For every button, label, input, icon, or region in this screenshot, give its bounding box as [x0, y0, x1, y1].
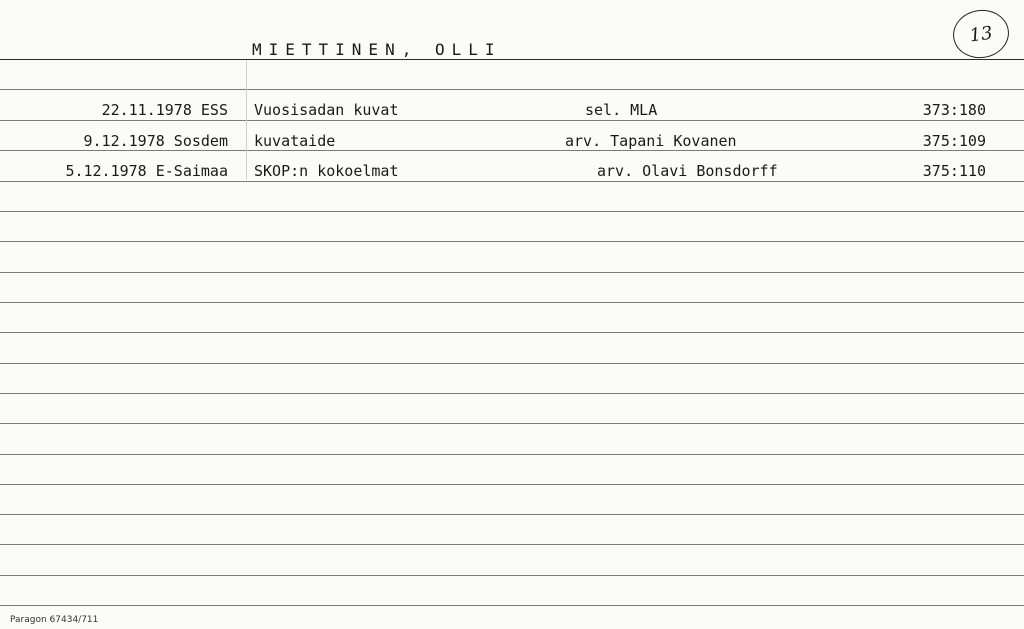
- ruled-line: [0, 454, 1024, 455]
- form-code: Paragon 67434/711: [10, 615, 99, 625]
- ruled-line: [0, 181, 1024, 182]
- entry-note: sel. MLA: [585, 101, 658, 119]
- ruled-line: [0, 302, 1024, 303]
- ruled-line: [0, 363, 1024, 364]
- entry-title: SKOP:n kokoelmat: [254, 162, 399, 180]
- ruled-line: [0, 544, 1024, 545]
- entry-title: Vuosisadan kuvat: [254, 101, 399, 119]
- entry-note: arv. Olavi Bonsdorff: [597, 162, 778, 180]
- ruled-line: [0, 211, 1024, 212]
- ruled-line: [0, 484, 1024, 485]
- ruled-line: [0, 120, 1024, 121]
- entry-reference: 373:180: [922, 101, 986, 119]
- card-number: 13: [950, 6, 1012, 61]
- ruled-line: [0, 241, 1024, 242]
- entry-reference: 375:110: [922, 162, 986, 180]
- ruled-line: [0, 89, 1024, 90]
- entry-date-source: 9.12.1978 Sosdem: [83, 132, 228, 150]
- entry-reference: 375:109: [922, 132, 986, 150]
- entry-note: arv. Tapani Kovanen: [565, 132, 737, 150]
- entry-title: kuvataide: [254, 132, 336, 150]
- entry-date-source: 5.12.1978 E-Saimaa: [65, 162, 228, 180]
- ruled-line: [0, 514, 1024, 515]
- ruled-line: [0, 393, 1024, 394]
- entry-row: [0, 156, 1024, 180]
- header-rule: [0, 59, 1024, 60]
- ruled-line: [0, 272, 1024, 273]
- ruled-line: [0, 423, 1024, 424]
- entry-row: [0, 126, 1024, 150]
- person-name: MIETTINEN, OLLI: [252, 40, 502, 59]
- entry-date-source: 22.11.1978 ESS: [101, 101, 228, 119]
- ruled-line: [0, 150, 1024, 151]
- ruled-line: [0, 332, 1024, 333]
- entry-row: [0, 95, 1024, 119]
- ruled-line: [0, 575, 1024, 576]
- ruled-line: [0, 605, 1024, 606]
